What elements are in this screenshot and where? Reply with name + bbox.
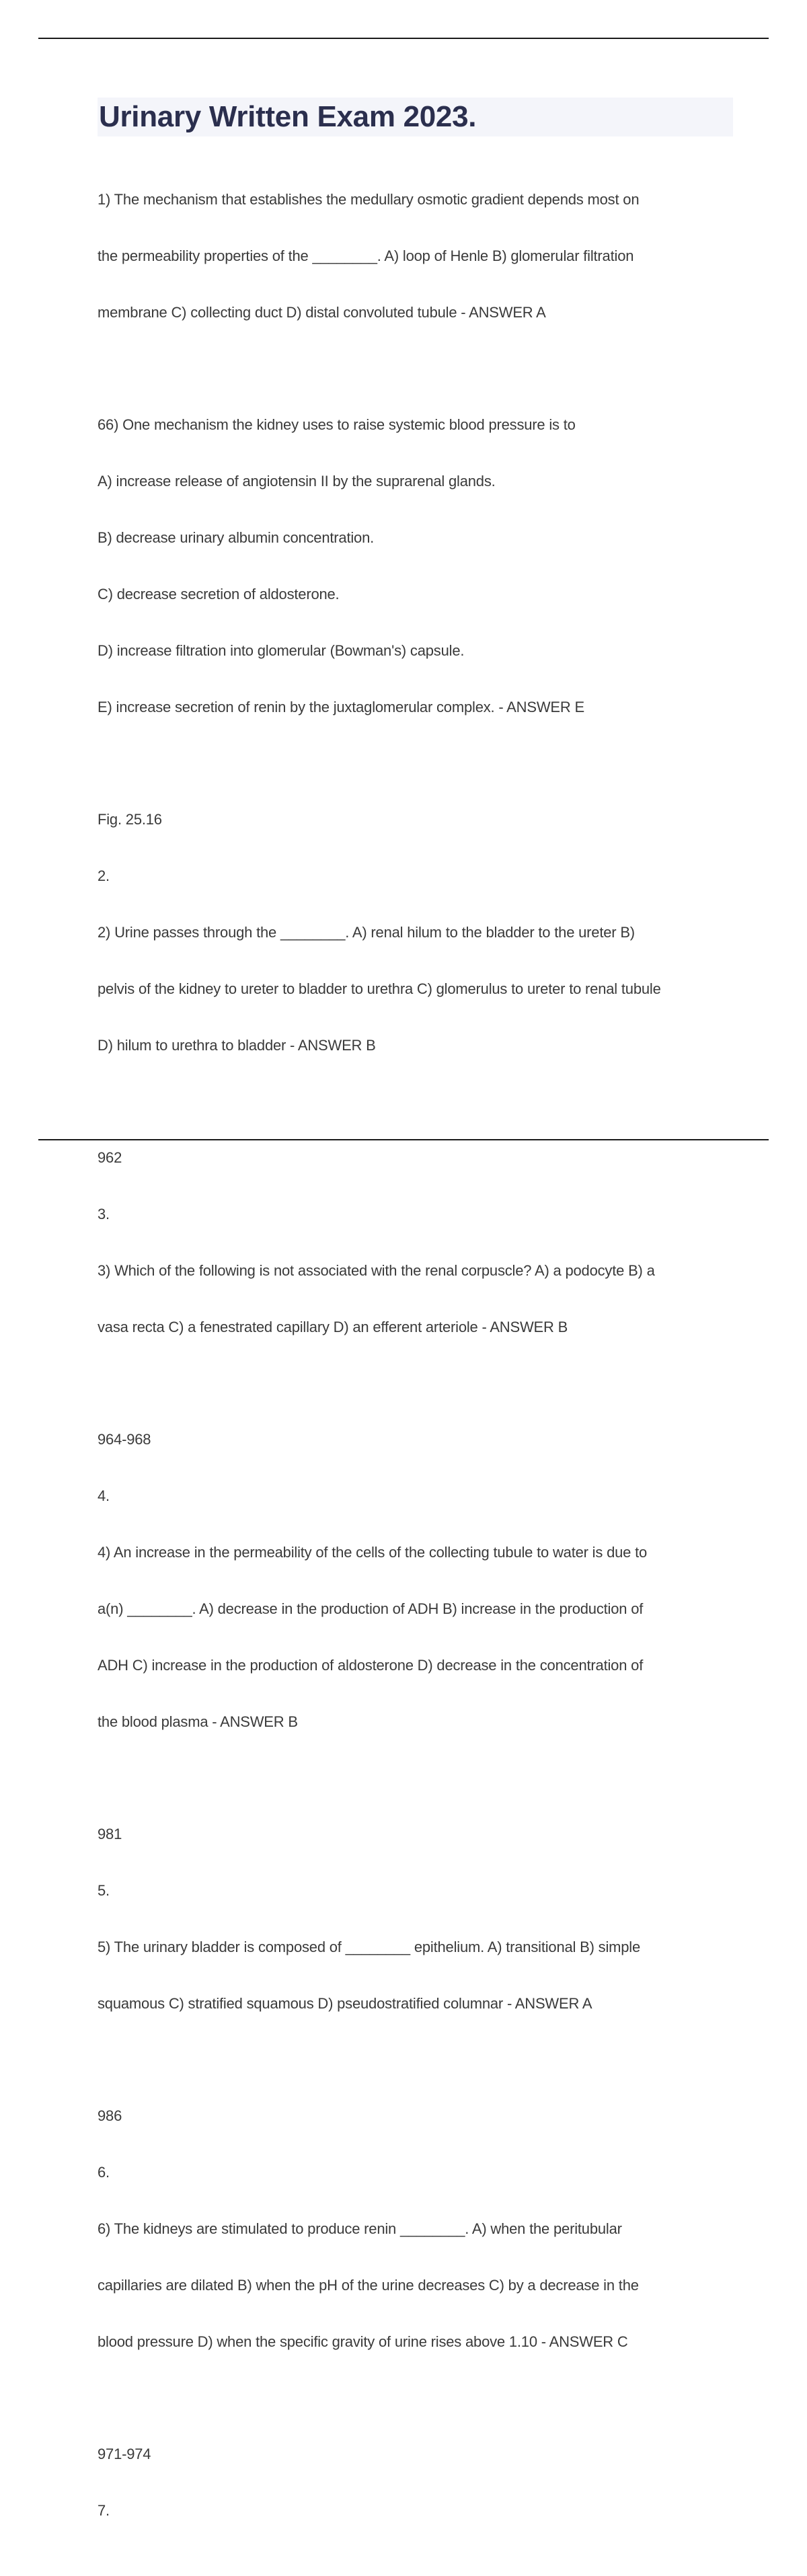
- text-line: vasa recta C) a fenestrated capillary D) an efferent arteriole - ANSWER B: [98, 1319, 568, 1335]
- text-line: a(n) ________. A) decrease in the production of ADH B) increase in the production of: [98, 1600, 644, 1617]
- text-line: D) increase filtration into glomerular (Bowman's) capsule.: [98, 642, 465, 659]
- text-line: capillaries are dilated B) when the pH of the urine decreases C) by a decrease in the: [98, 2277, 639, 2294]
- text-line: B) decrease urinary albumin concentration.: [98, 529, 375, 546]
- text-line: 964-968: [98, 1431, 151, 1448]
- question-block-5: [98, 1787, 733, 2051]
- text-line: 6) The kidneys are stimulated to produce renin ________. A) when the peritubular: [98, 2220, 622, 2237]
- title-bar: [98, 97, 733, 136]
- text-line: the blood plasma - ANSWER B: [98, 1713, 298, 1730]
- text-line: E) increase secretion of renin by the juxtaglomerular complex. - ANSWER E: [98, 699, 584, 715]
- text-line: A) increase release of angiotensin II by the suprarenal glands.: [98, 473, 496, 490]
- text-line: membrane C) collecting duct D) distal convoluted tubule - ANSWER A: [98, 304, 546, 321]
- text-line: pelvis of the kidney to ureter to bladder to urethra C) glomerulus to ureter to renal tubule: [98, 980, 661, 997]
- text-line: D) hilum to urethra to bladder - ANSWER B: [98, 1037, 376, 1054]
- text-line: 66) One mechanism the kidney uses to raise systemic blood pressure is to: [98, 416, 576, 433]
- top-divider: [38, 38, 769, 39]
- text-line: the permeability properties of the ________. A) loop of Henle B) glomerular filtration: [98, 247, 634, 264]
- document-title: Urinary Written Exam 2023.: [99, 100, 477, 133]
- question-block-1: [98, 153, 733, 360]
- text-line: 4) An increase in the permeability of the cells of the collecting tubule to water is due to: [98, 1544, 648, 1561]
- text-line: 986: [98, 2107, 122, 2124]
- text-line: 4.: [98, 1487, 110, 1504]
- text-line: blood pressure D) when the specific gravity of urine rises above 1.10 - ANSWER C: [98, 2333, 628, 2350]
- text-line: 6.: [98, 2164, 110, 2181]
- text-line: Fig. 25.16: [98, 811, 162, 828]
- text-line: 5) The urinary bladder is composed of ________ epithelium. A) transitional B) simple: [98, 1939, 641, 1955]
- question-block-4: [98, 1393, 733, 1769]
- text-line: 981: [98, 1826, 122, 1842]
- text-line: C) decrease secretion of aldosterone.: [98, 586, 340, 602]
- question-block-3: [98, 1111, 733, 1374]
- question-block-2: [98, 773, 733, 1093]
- document-body: [98, 97, 733, 2576]
- question-block-66: [98, 378, 733, 754]
- text-line: 7.: [98, 2502, 110, 2519]
- text-line: 2.: [98, 867, 110, 884]
- text-line: 5.: [98, 1882, 110, 1899]
- text-line: 3) Which of the following is not associated with the renal corpuscle? A) a podocyte B) a: [98, 1262, 655, 1279]
- text-line: 3.: [98, 1206, 110, 1222]
- bottom-divider: [38, 1139, 769, 1140]
- text-line: ADH C) increase in the production of aldosterone D) decrease in the concentration of: [98, 1657, 644, 1674]
- text-line: squamous C) stratified squamous D) pseudostratified columnar - ANSWER A: [98, 1995, 592, 2012]
- text-line: 2) Urine passes through the ________. A) renal hilum to the bladder to the ureter B): [98, 924, 635, 941]
- question-block-6: [98, 2069, 733, 2389]
- text-line: 971-974: [98, 2446, 151, 2462]
- question-block-7: [98, 2407, 733, 2558]
- text-line: 962: [98, 1149, 122, 1166]
- text-line: 1) The mechanism that establishes the medullary osmotic gradient depends most on: [98, 191, 640, 208]
